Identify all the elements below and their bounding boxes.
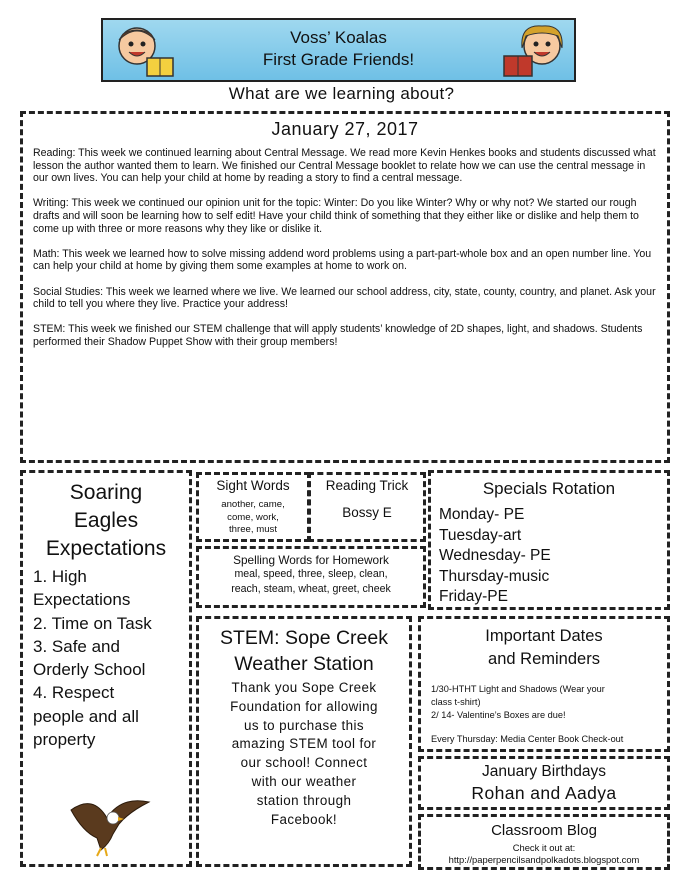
expectations-box [20, 470, 192, 867]
blog-url-link[interactable]: http://paperpencilsandpolkadots.blogspot.com [448, 854, 640, 865]
classroom-blog-text [421, 842, 667, 866]
class-subtitle: First Grade Friends! [262, 50, 415, 69]
spelling-words-title: Spelling Words for Homework [233, 553, 389, 567]
birthdays-title: January Birthdays [481, 763, 607, 780]
header-banner [101, 18, 576, 82]
learning-summary-box [20, 111, 670, 463]
important-dates-box [418, 616, 670, 752]
stem-text-line: our school! Connect [240, 755, 368, 771]
reading-trick-value: Bossy E [342, 505, 392, 520]
section-heading: What are we learning about? [228, 84, 455, 103]
sight-words-list [203, 499, 303, 537]
blog-prompt: Check it out at: [512, 842, 576, 853]
birthdays-box [418, 756, 670, 810]
specials-rotation-title: Specials Rotation [482, 479, 616, 498]
weekly-reminder: Every Thursday: Media Center Book Check-out [431, 734, 624, 745]
expectations-title-line: Soaring [69, 481, 143, 504]
expectations-title-line: Eagles [73, 509, 139, 532]
specials-day: Wednesday- PE [439, 547, 551, 565]
sight-words-line: another, came, [221, 499, 285, 510]
spelling-words-box [196, 546, 426, 608]
specials-day: Monday- PE [439, 506, 525, 523]
expectation-line: 4. Respect [33, 683, 115, 703]
stem-weather-station-title [199, 625, 409, 677]
expectation-line: 1. High [33, 567, 87, 586]
class-name: Voss’ Koalas [290, 28, 387, 47]
newsletter-date: January 27, 2017 [271, 119, 419, 139]
important-date-line: class t-shirt) [431, 696, 481, 707]
specials-day: Friday-PE [439, 588, 508, 606]
writing-paragraph: Writing: This week we continued our opinion unit for the topic: Winter: Do you like Winter? Why or why not? We started our rough drafts and will soon be learning how to self edit! Have your child think of something that they either like or dislike and help them to come up with three or more reasons why they like or dislike it. [33, 197, 639, 235]
spelling-words-line: reach, steam, wheat, greet, cheek [231, 582, 391, 595]
stem-paragraph: STEM: This week we finished our STEM challenge that will apply students’ knowledge of 2D shapes, light, and shadows. Students performed their Shadow Puppet Show with their group members! [33, 323, 643, 348]
spelling-words-line: meal, speed, three, sleep, clean, [234, 568, 388, 580]
important-dates-title-line: and Reminders [488, 650, 600, 668]
specials-rotation-list [439, 505, 551, 608]
stem-weather-station-box [196, 616, 412, 867]
stem-text-line: with our weather [251, 773, 357, 789]
stem-title-line: STEM: Sope Creek [220, 627, 388, 649]
sight-words-line: three, must [229, 524, 277, 535]
specials-rotation-box [428, 470, 670, 610]
sight-words-title: Sight Words [216, 478, 290, 493]
reading-trick-box [308, 472, 426, 542]
expectation-line: property [33, 730, 96, 750]
classroom-blog-title: Classroom Blog [491, 822, 597, 839]
reading-trick-title: Reading Trick [325, 478, 409, 493]
expectation-line: Orderly School [33, 660, 146, 680]
important-dates-title-line: Important Dates [485, 627, 603, 645]
expectation-line: 3. Safe and [33, 636, 120, 656]
expectations-title-line: Expectations [45, 537, 167, 560]
stem-title-line: Weather Station [234, 653, 374, 675]
important-dates-title [421, 625, 667, 671]
expectation-line: 2. Time on Task [33, 613, 152, 633]
specials-day: Thursday-music [439, 567, 550, 585]
classroom-blog-box [418, 814, 670, 870]
eagle-icon [63, 788, 153, 858]
stem-text-line: amazing STEM tool for [231, 736, 377, 752]
social-studies-paragraph: Social Studies: This week we learned where we live. We learned our school address, city, state, county, country, and planet. Ask your child to tell you where they live. Practice your address! [33, 285, 656, 311]
expectations-list [33, 565, 185, 751]
stem-text-line: station through [256, 792, 352, 808]
spelling-words-list [205, 567, 417, 596]
expectation-line: Expectations [33, 590, 131, 610]
reading-paragraph: Reading: This week we continued learning about Central Message. We read more Kevin Henkes books and students discussed what lesson the author wanted them to learn. We finished our Central Message booklet to relate how we can use the central message in our own lives. You can help your child at home by reading a story to find a central message. [33, 147, 656, 185]
stem-text-line: Thank you Sope Creek [231, 680, 377, 695]
expectations-title [23, 479, 189, 563]
stem-text-line: us to purchase this [244, 717, 364, 733]
important-date-line: 2/ 14- Valentine’s Boxes are due! [431, 709, 566, 720]
birthday-names: Rohan and Aadya [471, 783, 617, 803]
stem-text-line: Facebook! [270, 811, 338, 827]
specials-day: Tuesday-art [439, 526, 522, 544]
stem-text-line: Foundation for allowing [230, 698, 378, 714]
important-dates-list [431, 683, 661, 746]
expectation-line: people and all [33, 706, 139, 726]
math-paragraph: Math: This week we learned how to solve missing addend word problems using a part-part-whole box and an open number line. You can help your child at home by giving them some examples at home to work on. [33, 247, 652, 273]
sight-words-box [196, 472, 310, 542]
important-date-line: 1/30-HTHT Light and Shadows (Wear your [431, 684, 605, 694]
sight-words-line: come, work, [227, 511, 279, 523]
stem-weather-station-text [207, 679, 401, 829]
learning-summary-text [33, 147, 657, 361]
